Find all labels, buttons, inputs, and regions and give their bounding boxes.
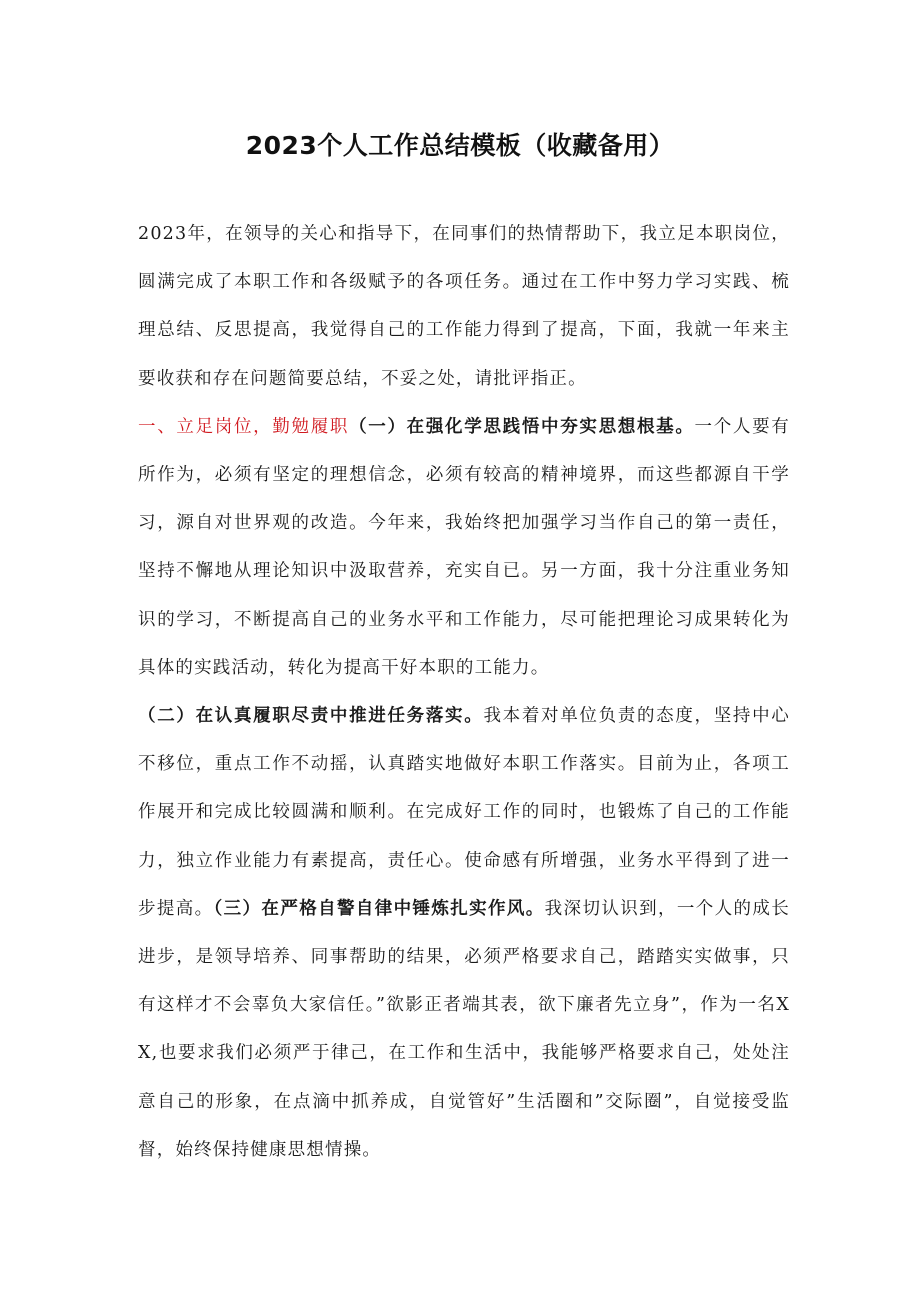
subsection-3-text: 我深切认识到，一个人的成长进步，是领导培养、同事帮助的结果，必须严格要求自己，踏踏实实做事，只有这样才不会辜负大家信任。”欲影正者端其表，欲下廉者先立身”，作为一名XX,也要求我们必须严于律己，在工作和生活中，我能够严格要求自己，处处注意自己的形象，在点滴中抓养成，自觉管好”生活圈和”交际圈”，自觉接受监督，始终保持健康思想情操。 xyxy=(138,898,790,1160)
subsection-1-heading: （一）在强化学思践悟中夯实思想根基。 xyxy=(349,416,695,437)
document-title: 2023个人工作总结模板（收藏备用） xyxy=(245,131,675,160)
intro-paragraph: 2023年，在领导的关心和指导下，在同事们的热情帮助下，我立足本职岗位，圆满完成了本职工作和各级赋予的各项任务。通过在工作中努力学习实践、梳理总结、反思提高，我觉得自己的工作能力得到了提高，下面，我就一年来主要收获和存在问题简要总结，不妥之处，请批评指正。 xyxy=(138,224,790,389)
subsection-1-text: 一个人要有所作为，必须有坚定的理想信念，必须有较高的精神境界，而这些都源自干学习，源自对世界观的改造。今年来，我始终把加强学习当作自己的第一责任，坚持不懈地从理论知识中汲取营养，充实自已。另一方面，我十分注重业务知识的学习，不断提高自己的业务水平和工作能力，尽可能把理论习成果转化为具体的实践活动，转化为提高干好本职的工能力。 xyxy=(138,416,791,678)
document-body xyxy=(138,210,790,1174)
section-1-heading: 一、立足岗位，勤勉履职 xyxy=(138,416,350,437)
section-2-paragraph xyxy=(138,692,790,1174)
subsection-2-heading: （二）在认真履职尽责中推进任务落实。 xyxy=(138,706,484,727)
subsection-2-text: 我本着对单位负责的态度，坚持中心不移位，重点工作不动摇，认真踏实地做好本职工作落实。目前为止，各项工作展开和完成比较圆满和顺利。在完成好工作的同时，也锻炼了自己的工作能力，独立作业能力有素提高，责任心。使命感有所增强，业务水平得到了进一步提高。 xyxy=(138,706,790,919)
subsection-3-heading: （三）在严格自警自律中锤炼扎实作风。 xyxy=(213,898,545,919)
section-1-paragraph xyxy=(138,403,790,692)
